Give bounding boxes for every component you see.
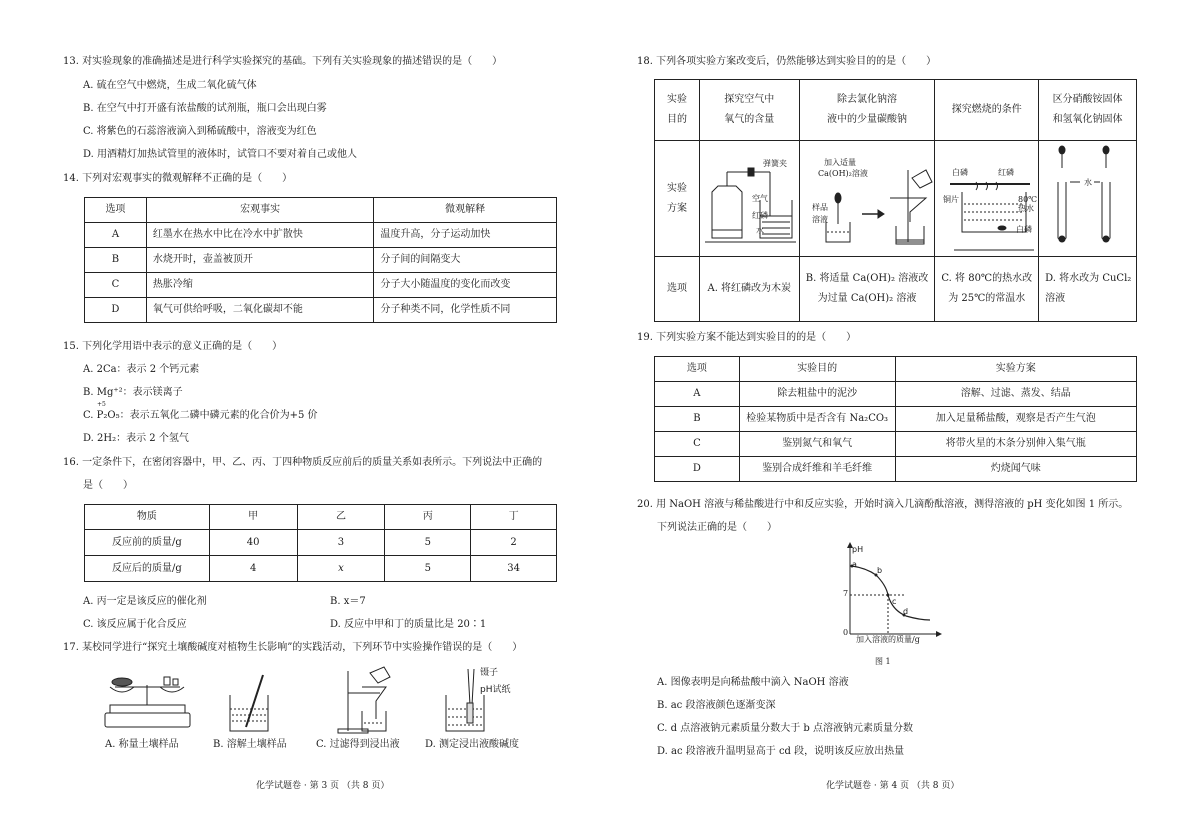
q14-stem: 14. 下列对宏观事实的微观解释不正确的是（ ）	[63, 173, 293, 184]
table-cell: 温度升高，分子运动加快	[374, 223, 557, 248]
q15-option-b: B. Mg⁺²：表示镁离子	[83, 387, 183, 398]
table-header-row	[85, 505, 557, 530]
beaker-icon	[230, 675, 268, 731]
table-cell: D	[85, 298, 147, 323]
table-cell: 溶解、过滤、蒸发、结晶	[895, 382, 1136, 407]
filter-funnel-icon	[338, 667, 390, 733]
point-c-label: c	[892, 597, 897, 606]
table-cell: 检验某物质中是否含有 Na₂CO₃	[739, 407, 895, 432]
ph-test-icon	[446, 669, 484, 731]
q20-option-b: B. ac 段溶液颜色逐渐变深	[657, 700, 776, 711]
table-cell: C	[85, 273, 147, 298]
ph-curve-graph	[836, 540, 946, 650]
table-cell: D. 将水改为 CuCl₂ 溶液	[1039, 257, 1137, 322]
table-row	[85, 530, 557, 556]
table-row	[85, 273, 557, 298]
table-row	[655, 407, 1137, 432]
table-cell: 将带火星的木条分别伸入集气瓶	[895, 432, 1136, 457]
table-cell: 反应后的质量/g	[85, 556, 210, 582]
q17-caption-a: A. 称量土壤样品	[105, 739, 179, 750]
q15-option-a: A. 2Ca：表示 2 个钙元素	[83, 364, 200, 375]
table-cell: 加入足量稀盐酸，观察是否产生气泡	[895, 407, 1136, 432]
table-cell: 分子大小随温度的变化而改变	[374, 273, 557, 298]
table-header: 丁	[471, 505, 557, 530]
table-cell: D	[655, 457, 740, 482]
right-page	[600, 0, 1200, 823]
table-header: 选项	[655, 357, 740, 382]
table-header: 实验目的	[739, 357, 895, 382]
solution-label: 溶液	[812, 215, 828, 224]
table-cell: 3	[297, 530, 385, 556]
q17-caption-b: B. 溶解土壤样品	[213, 739, 287, 750]
caoh-label: Ca(OH)₂溶液	[818, 169, 868, 178]
q14-table	[84, 197, 557, 323]
table-cell: 反应前的质量/g	[85, 530, 210, 556]
table-cell: 除去粗盐中的泥沙	[739, 382, 895, 407]
table-header: 乙	[297, 505, 385, 530]
q20-option-c: C. d 点溶液钠元素质量分数大于 b 点溶液钠元素质量分数	[657, 723, 913, 734]
x-axis-label: 加入溶液的质量/g	[856, 635, 920, 644]
test-tubes-icon	[1058, 146, 1110, 242]
table-header: 物质	[85, 505, 210, 530]
tweezers-label: 镊子	[480, 668, 499, 678]
q13-option-d: D. 用酒精灯加热试管里的液体时，试管口不要对着自己或他人	[83, 149, 358, 160]
q15-option-c: C. P₂O₅：表示五氧化二磷中磷元素的化合价为+5 价	[83, 410, 318, 421]
table-header-row	[655, 357, 1137, 382]
q17-caption-d: D. 测定浸出液酸碱度	[425, 739, 520, 750]
table-cell: 灼烧闻气味	[895, 457, 1136, 482]
table-cell: 34	[471, 556, 557, 582]
water-label: 水	[756, 226, 764, 235]
q19-stem: 19. 下列实验方案不能达到实验目的的是（ ）	[637, 332, 857, 343]
clip-label: 弹簧夹	[763, 159, 787, 168]
table-cell: 除去氯化钠溶 液中的少量碳酸钠	[799, 80, 935, 141]
air-label: 空气	[752, 194, 768, 203]
combustion-setup-icon	[950, 182, 1034, 250]
q20-option-d: D. ac 段溶液升温明显高于 cd 段，说明该反应放出热量	[657, 746, 905, 757]
q15-stem: 15. 下列化学用语中表示的意义正确的是（ ）	[63, 341, 283, 352]
q16-option-b: B. x＝7	[330, 596, 366, 607]
page-footer: 化学试题卷 · 第 3 页 （共 8 页）	[256, 781, 390, 791]
origin-label: 0	[843, 628, 849, 637]
table-row	[655, 432, 1137, 457]
q15-c-superscript: +5	[97, 401, 106, 408]
table-cell: B	[85, 248, 147, 273]
table-cell: 分子种类不同，化学性质不同	[374, 298, 557, 323]
table-cell: 红墨水在热水中比在冷水中扩散快	[146, 223, 373, 248]
table-row	[655, 80, 1137, 141]
q16-stem-cont: 是（ ）	[83, 480, 133, 491]
table-cell: 5	[385, 556, 471, 582]
q16-option-d: D. 反应中甲和丁的质量比是 20∶1	[330, 619, 487, 630]
red-phosphorus-label: 红磷	[752, 211, 768, 220]
ph-curve	[852, 566, 930, 620]
table-cell: 热胀冷缩	[146, 273, 373, 298]
water-label-2: 水	[1084, 178, 1092, 187]
table-cell: C. 将 80℃的热水改 为 25℃的常温水	[935, 257, 1039, 322]
table-cell: 40	[209, 530, 297, 556]
q17-caption-c: C. 过滤得到浸出液	[316, 739, 400, 750]
table-header: 宏观事实	[146, 198, 373, 223]
table-row	[85, 556, 557, 582]
q20-stem: 20. 用 NaOH 溶液与稀盐酸进行中和反应实验，开始时滴入几滴酚酞溶液，测得溶液的 pH 变化如图 1 所示。	[637, 499, 1129, 510]
table-cell: C	[655, 432, 740, 457]
white-phosphorus-label-2: 白磷	[1016, 225, 1032, 234]
page-footer: 化学试题卷 · 第 4 页 （共 8 页）	[826, 781, 960, 791]
point-b-label: b	[877, 566, 883, 575]
titration-setup-icon	[826, 170, 932, 244]
row-header: 实验 目的	[655, 80, 700, 141]
table-header: 实验方案	[895, 357, 1136, 382]
x-axis-arrow	[936, 631, 942, 637]
table-cell: 鉴别氮气和氧气	[739, 432, 895, 457]
table-cell: B. 将适量 Ca(OH)₂ 溶液改 为过量 Ca(OH)₂ 溶液	[799, 257, 935, 322]
hot-water-label: 80℃ 热水	[1018, 195, 1038, 213]
q20-stem-cont: 下列说法正确的是（ ）	[657, 522, 777, 533]
table-cell: A. 将红磷改为木炭	[699, 257, 799, 322]
q16-option-c: C. 该反应属于化合反应	[83, 619, 187, 630]
q13-option-a: A. 硫在空气中燃烧，生成二氧化硫气体	[83, 80, 257, 91]
table-cell: B	[655, 407, 740, 432]
table-cell: A	[655, 382, 740, 407]
point-a-label: a	[852, 560, 857, 569]
q16-table	[84, 504, 557, 582]
q13-stem: 13. 对实验现象的准确描述是进行科学实验探究的基础。下列有关实验现象的描述错误的是（ ）	[63, 56, 503, 67]
row-header: 选项	[655, 257, 700, 322]
q16-stem: 16. 一定条件下，在密闭容器中，甲、乙、丙、丁四种物质反应前后的质量关系如表所示。下列说法中正确的	[63, 457, 543, 468]
table-row	[85, 223, 557, 248]
add-amount-label: 加入适量	[824, 158, 856, 167]
table-cell: 氧气可供给呼吸，二氧化碳却不能	[146, 298, 373, 323]
table-header: 丙	[385, 505, 471, 530]
table-cell: 5	[385, 530, 471, 556]
point-d-label: d	[903, 607, 909, 616]
table-cell: 鉴别合成纤维和羊毛纤维	[739, 457, 895, 482]
table-row	[85, 248, 557, 273]
table-cell: x	[297, 556, 385, 582]
point-c	[887, 594, 890, 597]
table-header-row	[85, 198, 557, 223]
table-header: 甲	[209, 505, 297, 530]
table-header: 选项	[85, 198, 147, 223]
balance-icon	[105, 677, 190, 727]
q18-stem: 18. 下列各项实验方案改变后，仍然能够达到实验目的的是（ ）	[637, 56, 937, 67]
table-cell: A	[85, 223, 147, 248]
q15-option-d: D. 2H₂：表示 2 个氢气	[83, 433, 189, 444]
table-cell: 探究空气中 氧气的含量	[699, 80, 799, 141]
table-row	[85, 298, 557, 323]
table-row	[655, 457, 1137, 482]
q20-option-a: A. 图像表明是向稀盐酸中滴入 NaOH 溶液	[657, 677, 849, 688]
table-cell: 探究燃烧的条件	[935, 80, 1039, 141]
y-axis-label: pH	[852, 545, 864, 554]
oxygen-flask-icon	[705, 168, 796, 242]
sample-label: 样品	[812, 203, 828, 212]
ph-paper-label: pH试纸	[480, 685, 511, 695]
white-phosphorus-label: 白磷	[952, 168, 968, 177]
table-row	[655, 257, 1137, 322]
table-cell: 2	[471, 530, 557, 556]
q13-option-b: B. 在空气中打开盛有浓盐酸的试剂瓶，瓶口会出现白雾	[83, 103, 327, 114]
q16-option-a: A. 丙一定是该反应的催化剂	[83, 596, 207, 607]
table-cell: 区分硝酸铵固体 和氢氧化钠固体	[1039, 80, 1137, 141]
table-header: 微观解释	[374, 198, 557, 223]
table-cell: 分子间的间隔变大	[374, 248, 557, 273]
copper-label: 铜片	[943, 195, 959, 204]
red-phosphorus-label-2: 红磷	[998, 168, 1014, 177]
q17-stem: 17. 某校同学进行“探究土壤酸碱度对植物生长影响”的实践活动，下列环节中实验操作错误的是（ ）	[63, 642, 523, 653]
table-row	[655, 382, 1137, 407]
q19-table	[654, 356, 1137, 482]
q13-option-c: C. 将紫色的石蕊溶液滴入到稀硫酸中，溶液变为红色	[83, 126, 317, 137]
table-cell: 水烧开时，壶盖被顶开	[146, 248, 373, 273]
figure-caption: 图 1	[875, 657, 891, 666]
table-cell: 4	[209, 556, 297, 582]
ph7-tick-label: 7	[843, 589, 849, 598]
row-header: 实验 方案	[655, 141, 700, 257]
